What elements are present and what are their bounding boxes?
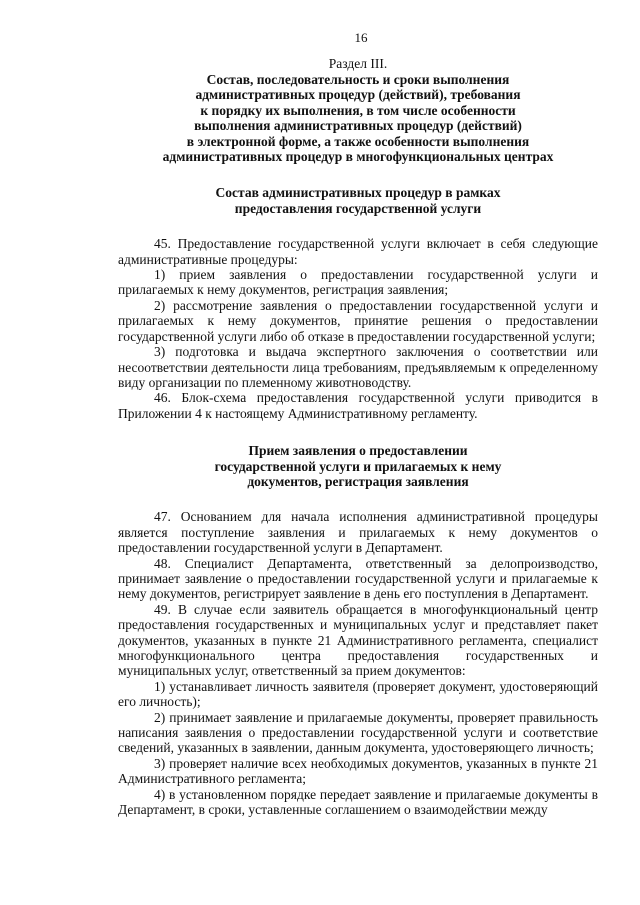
paragraph-45: 45. Предоставление государственной услуги включает в себя следующие административные процедуры:: [118, 236, 598, 267]
paragraph-47: 47. Основанием для начала исполнения административной процедуры является поступление заявления и прилагаемых к нему документов о предоставлении государственной услуги в Департамент.: [118, 509, 598, 556]
list-item-3: 3) проверяет наличие всех необходимых документов, указанных в пункте 21 Административного регламента;: [118, 755, 598, 787]
page-number: 16: [354, 30, 368, 45]
section-heading-line: к порядку их выполнения, в том числе особенности: [200, 102, 516, 118]
section-heading-line: выполнения административных процедур (действий): [194, 118, 522, 134]
paragraph-49: 49. В случае если заявитель обращается в многофункциональный центр предоставления государственных и муниципальных услуг и представляет пакет документов, указанных в пункте 21 Административного регламента, специалист многофункционального центра предоставления государственных и муниципальных услуг, ответственный за прием документов:: [118, 601, 598, 679]
list-item-3: 3) подготовка и выдача экспертного заключения о соответствии или несоответствии деятельности лица требованиям, предъявляемым к определенному виду организации по племенному животноводству.: [118, 344, 598, 390]
subheading-line: Состав административных процедур в рамках: [215, 185, 501, 201]
document-page: [118, 30, 598, 817]
subheading-line: государственной услуги и прилагаемых к нему: [214, 458, 502, 474]
paragraph-group-2: [118, 509, 598, 817]
section-label: Раздел III.: [328, 56, 388, 71]
subheading-line: предоставления государственной услуги: [234, 200, 482, 216]
subheading-reception: [118, 443, 598, 489]
subheading-line: Прием заявления о предоставлении: [248, 443, 468, 459]
list-item-2: 2) рассмотрение заявления о предоставлении государственной услуги и прилагаемых к нему документов, принятие решения о предоставлении государственной услуги либо об отказе в предоставлении государственной услуги;: [118, 297, 598, 344]
list-item-4: 4) в установленном порядке передает заявление и прилагаемые документы в Департамент, в сроки, уставленные соглашением о взаимодействии между: [118, 786, 598, 818]
paragraph-46: 46. Блок-схема предоставления государственной услуги приводится в Приложении 4 к настоящему Административному регламенту.: [118, 390, 598, 421]
subheading-composition: [118, 185, 598, 216]
section-heading-line: Состав, последовательность и сроки выполнения: [206, 72, 510, 87]
list-item-2: 2) принимает заявление и прилагаемые документы, проверяет правильность написания заявления о предоставлении государственной услуги и соответствие сведений, указанных в заявлении, данным документа, удостоверяющего личность;: [118, 709, 598, 756]
section-heading-line: административных процедур (действий), требования: [195, 87, 521, 103]
list-item-1: 1) прием заявления о предоставлении государственной услуги и прилагаемых к нему документов, регистрация заявления;: [118, 267, 598, 298]
section-heading-line: в электронной форме, а также особенности выполнения: [186, 133, 530, 149]
subheading-line: документов, регистрация заявления: [247, 473, 469, 489]
paragraph-group-1: [118, 236, 598, 421]
section-heading-line: административных процедур в многофункциональных центрах: [162, 149, 554, 165]
section-heading: [118, 72, 598, 164]
paragraph-48: 48. Специалист Департамента, ответственный за делопроизводство, принимает заявление о предоставлении государственной услуги и прилагаемые к нему документов, регистрирует заявление в день его поступления в Департамент.: [118, 555, 598, 602]
list-item-1: 1) устанавливает личность заявителя (проверяет документ, удостоверяющий его личность);: [118, 678, 598, 710]
